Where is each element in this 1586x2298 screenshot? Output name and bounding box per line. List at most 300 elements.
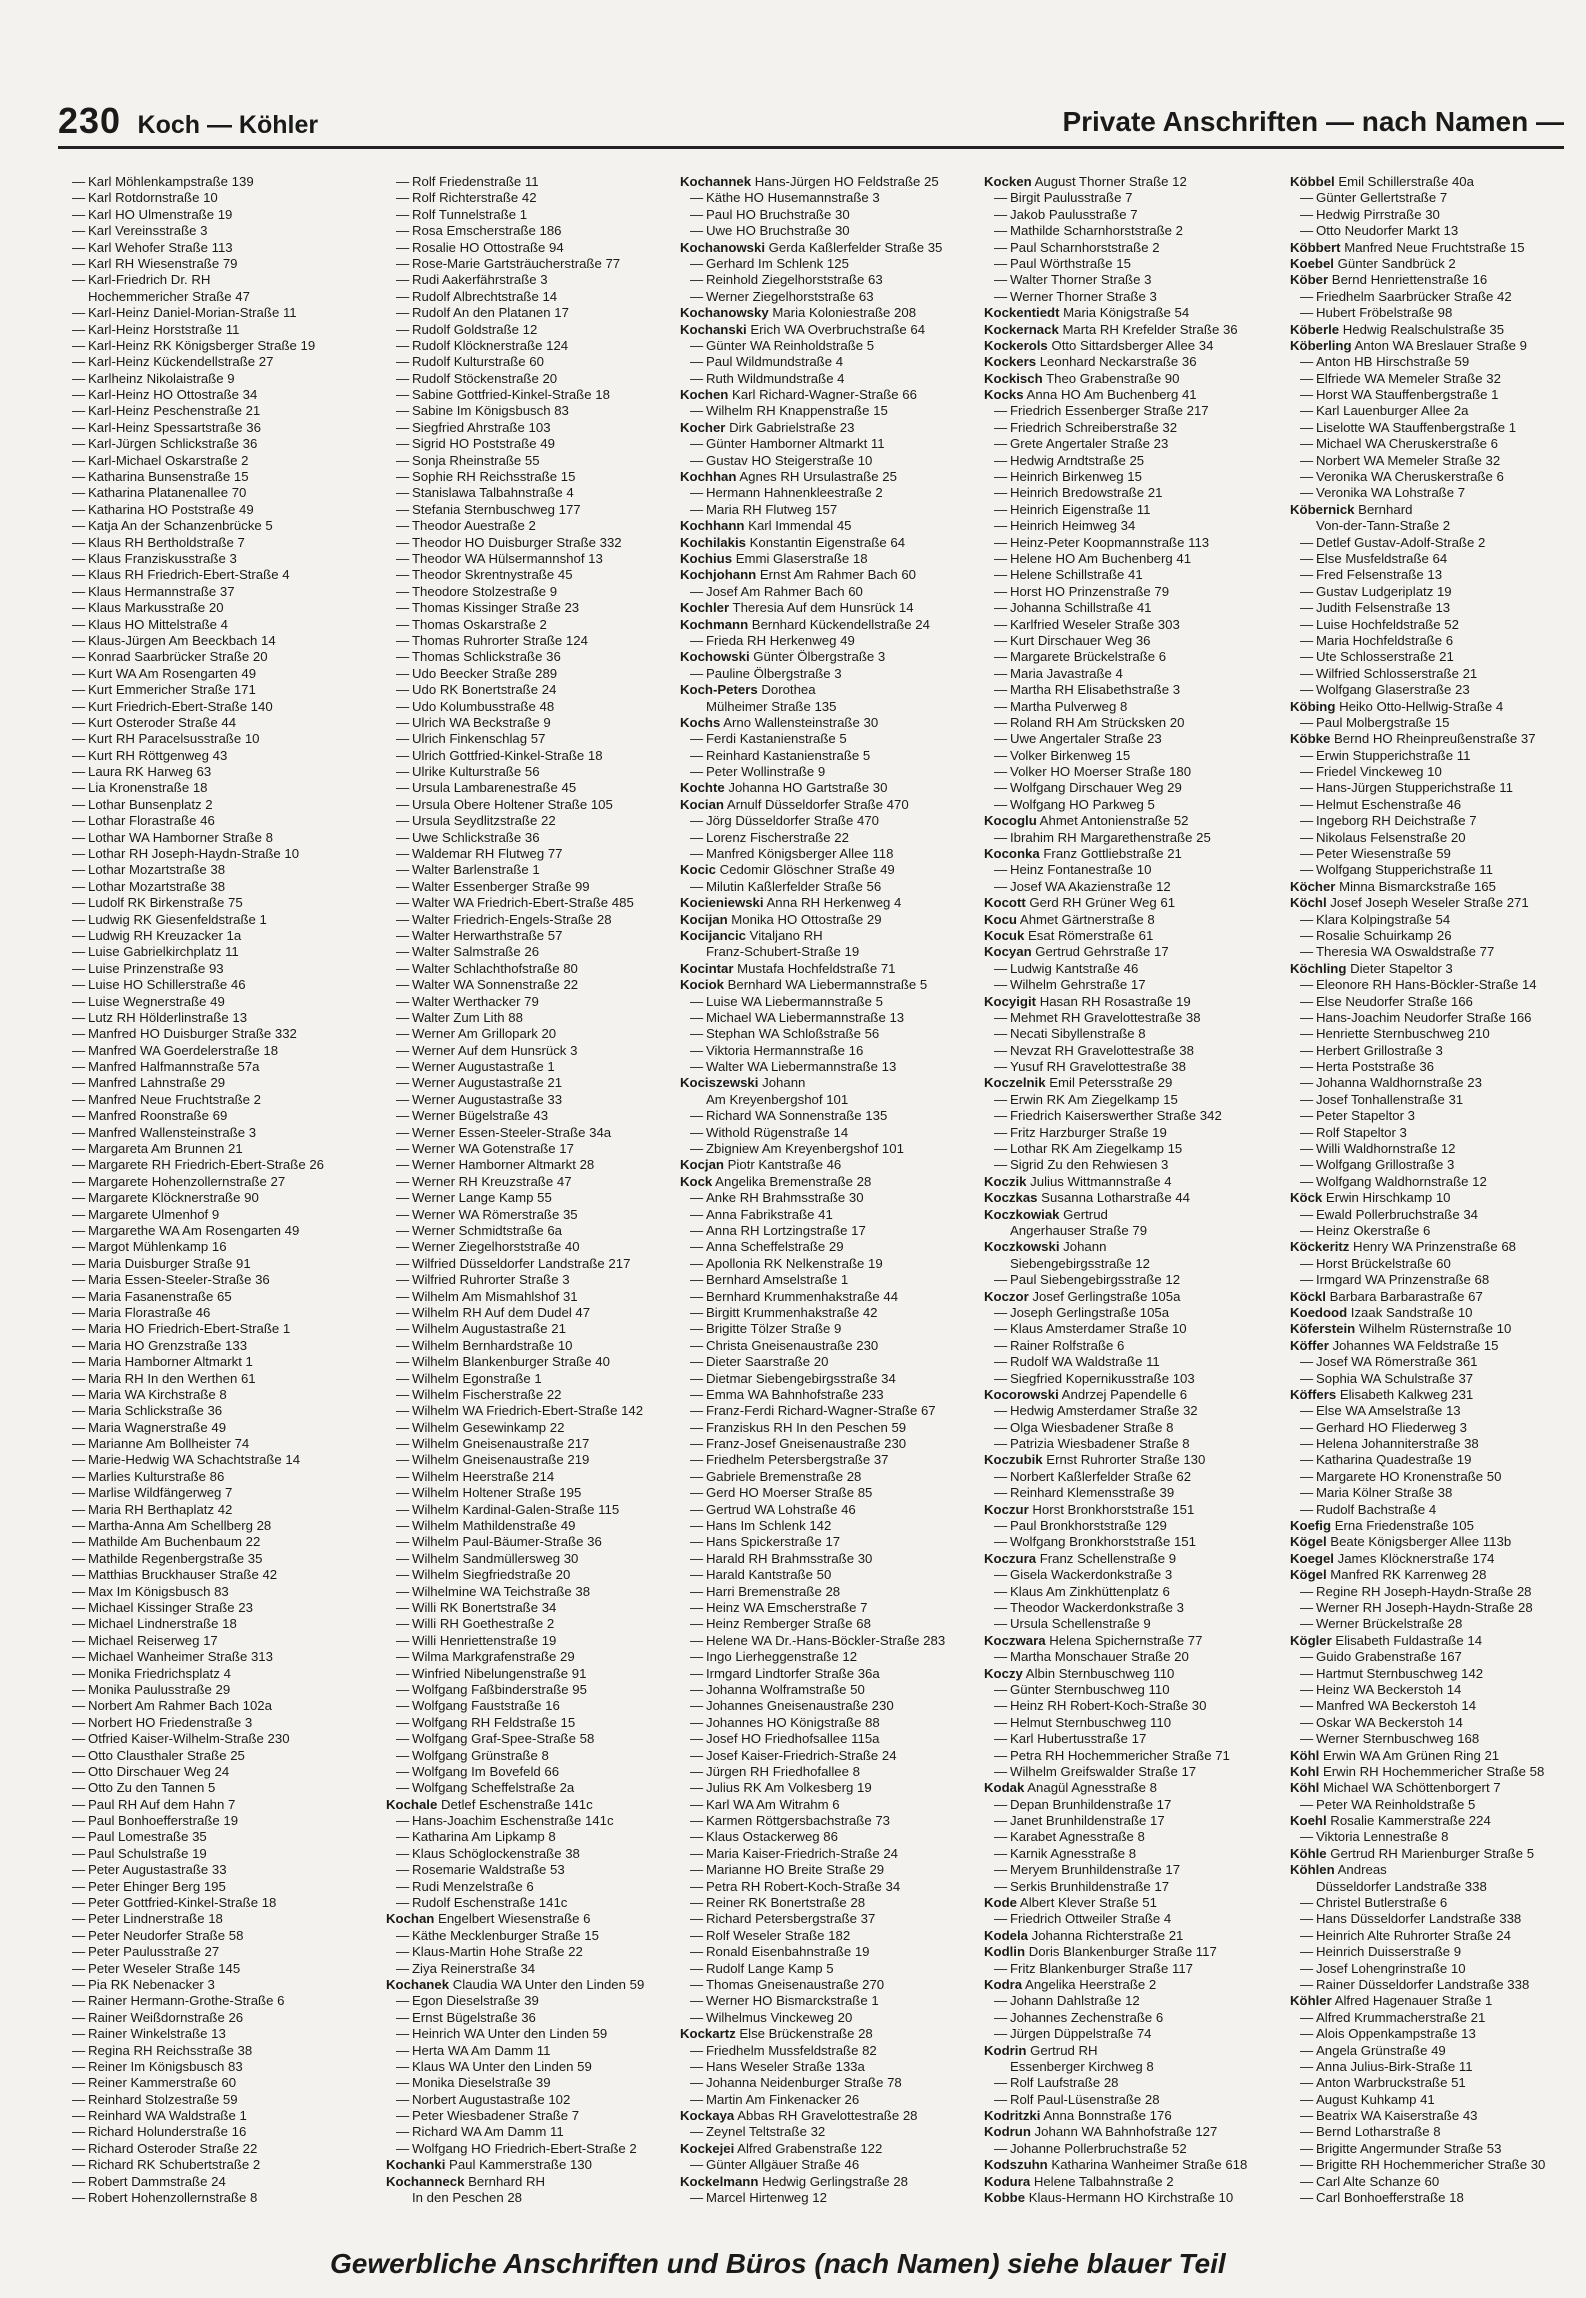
directory-entry: — Klaus Franziskusstraße 3 [72, 550, 237, 566]
directory-entry: — Heinz RH Robert-Koch-Straße 30 [994, 1698, 1207, 1714]
directory-entry: — Judith Felsenstraße 13 [1300, 600, 1451, 616]
directory-entry: — Norbert Augustastraße 102 [396, 2091, 571, 2107]
directory-entry: — Manfred HO Duisburger Straße 332 [72, 1026, 297, 1042]
directory-entry: — Paul Bonhoefferstraße 19 [72, 1813, 239, 1829]
directory-entry: — Ewald Pollerbruchstraße 34 [1300, 1206, 1478, 1222]
directory-entry: — Peter Gottfried-Kinkel-Straße 18 [72, 1895, 277, 1911]
directory-entry: Kochanki Paul Kammerstraße 130 [386, 2157, 592, 2173]
directory-entry: Kodrin Gertrud RH [984, 2042, 1098, 2058]
directory-entry: — Herbert Grillostraße 3 [1300, 1042, 1443, 1058]
directory-entry: — Martin Am Finkenacker 26 [690, 2091, 860, 2107]
directory-entry: Kocic Cedomir Glöschner Straße 49 [680, 862, 895, 878]
directory-entry: Kochan Engelbert Wiesenstraße 6 [386, 1911, 591, 1927]
directory-entry: — Ursula Lambarenestraße 45 [396, 780, 577, 796]
directory-entry: — Reinhard WA Waldstraße 1 [72, 2108, 247, 2124]
directory-entry: Köbbert Manfred Neue Fruchtstraße 15 [1290, 239, 1525, 255]
directory-entry: — Wilhelmine WA Teichstraße 38 [396, 1583, 591, 1599]
directory-entry: — Wilhelm RH Auf dem Dudel 47 [396, 1304, 591, 1320]
directory-entry: — Wilhelm Greifswalder Straße 17 [994, 1763, 1197, 1779]
directory-entry: — Hedwig Pirrstraße 30 [1300, 206, 1440, 222]
directory-entry: — Reiner Kammerstraße 60 [72, 2075, 237, 2091]
directory-entry: — Thomas Gneisenaustraße 270 [690, 1976, 885, 1992]
directory-entry: Koczura Franz Schellenstraße 9 [984, 1550, 1177, 1566]
page-number: 230 [58, 100, 122, 141]
directory-entry: — Else WA Amselstraße 13 [1300, 1403, 1461, 1419]
directory-entry: — Johannes HO Königstraße 88 [690, 1714, 880, 1730]
directory-entry: Köchling Dieter Stapeltor 3 [1290, 960, 1453, 976]
directory-entry: — Udo Kolumbusstraße 48 [396, 698, 555, 714]
directory-entry: — Klaus-Martin Hohe Straße 22 [396, 1944, 583, 1960]
directory-entry: — Wolfgang HO Parkweg 5 [994, 796, 1155, 812]
directory-entry: — Manfred Neue Fruchtstraße 2 [72, 1091, 261, 1107]
directory-entry: — Udo RK Bonertstraße 24 [396, 682, 557, 698]
directory-entry: Köffer Johannes WA Feldstraße 15 [1290, 1337, 1499, 1353]
directory-entry: — Klaus WA Unter den Linden 59 [396, 2058, 592, 2074]
directory-entry: Kockerols Otto Sittardsberger Allee 34 [984, 337, 1214, 353]
directory-entry: — Klaus HO Mittelstraße 4 [72, 616, 228, 632]
directory-entry: — Klara Kolpingstraße 54 [1300, 911, 1451, 927]
footer-note: Gewerbliche Anschriften und Büros (nach Namen) siehe blauer Teil [330, 2248, 1226, 2279]
directory-entry: — Helmut Eschenstraße 46 [1300, 796, 1462, 812]
directory-entry: — Manfred WA Goerdelerstraße 18 [72, 1042, 279, 1058]
directory-entry: Kochler Theresia Auf dem Hunsrück 14 [680, 600, 914, 616]
directory-entry: Kochowski Günter Ölbergstraße 3 [680, 649, 886, 665]
directory-entry: — Bernhard Krummenhakstraße 44 [690, 1288, 899, 1304]
directory-entry: — Gerhard HO Fliederweg 3 [1300, 1419, 1467, 1435]
directory-entry: — Else Musfeldstraße 64 [1300, 550, 1448, 566]
directory-entry: — Marianne Am Bollheister 74 [72, 1436, 250, 1452]
directory-entry: — Willi RH Goethestraße 2 [396, 1616, 555, 1632]
directory-entry: Kodak Anagül Agnesstraße 8 [984, 1780, 1158, 1796]
directory-entry: — Thomas Kissinger Straße 23 [396, 600, 580, 616]
directory-entry: — Peter Weseler Straße 145 [72, 1960, 241, 1976]
directory-entry: — Klaus RH Bertholdstraße 7 [72, 534, 245, 550]
directory-entry: Kockejei Alfred Grabenstraße 122 [680, 2140, 883, 2156]
directory-entry: — Heinrich WA Unter den Linden 59 [396, 2026, 608, 2042]
directory-entry: — Bernhard Amselstraße 1 [690, 1272, 849, 1288]
directory-entry: — Theodor HO Duisburger Straße 332 [396, 534, 622, 550]
directory-entry: — Horst HO Prinzenstraße 79 [994, 583, 1170, 599]
directory-entry: — Karl-Heinz HO Ottostraße 34 [72, 387, 258, 403]
directory-entry: — Julius RK Am Volkesberg 19 [690, 1780, 872, 1796]
directory-entry: — Wolfgang Grillostraße 3 [1300, 1157, 1455, 1173]
directory-entry: — Margarete RH Friedrich-Ebert-Straße 26 [72, 1157, 324, 1173]
directory-entry: — Maria Florastraße 46 [72, 1304, 211, 1320]
directory-entry: — Anton HB Hirschstraße 59 [1300, 354, 1470, 370]
directory-entry: — Wolfgang Im Bovefeld 66 [396, 1763, 560, 1779]
directory-entry: — Norbert Am Rahmer Bach 102a [72, 1698, 272, 1714]
directory-entry: — Katharina HO Poststraße 49 [72, 501, 254, 517]
directory-entry: — Heinz WA Emscherstraße 7 [690, 1599, 868, 1615]
directory-entry: — Walter Schlachthofstraße 80 [396, 960, 578, 976]
directory-entry: Köbbel Emil Schillerstraße 40a [1290, 174, 1474, 189]
directory-entry: — Karl-Heinz Daniel-Morian-Straße 11 [72, 305, 297, 321]
directory-entry: — Frieda RH Herkenweg 49 [690, 632, 855, 648]
directory-entry: — Gustav Ludgeriplatz 19 [1300, 583, 1452, 599]
directory-entry: — Wilhelm Egonstraße 1 [396, 1370, 542, 1386]
directory-entry: — Peter WA Reinholdstraße 5 [1300, 1796, 1476, 1812]
directory-entry: — Heinz Fontanestraße 10 [994, 862, 1152, 878]
directory-column-4 [984, 174, 1276, 2206]
directory-entry: — Manfred Roonstraße 69 [72, 1108, 228, 1124]
directory-entry: — Irmgard Lindtorfer Straße 36a [690, 1665, 880, 1681]
directory-entry: — Ulrich WA Beckstraße 9 [396, 714, 551, 730]
directory-entry: Kockentiedt Maria Königstraße 54 [984, 305, 1190, 321]
directory-entry: — Richard RK Schubertstraße 2 [72, 2157, 261, 2173]
directory-entry: — Paul HO Bruchstraße 30 [690, 206, 850, 222]
directory-entry: — Wilhelm Kardinal-Galen-Straße 115 [396, 1501, 620, 1517]
directory-entry: — Maria Kölner Straße 38 [1300, 1485, 1453, 1501]
directory-entry: — Detlef Gustav-Adolf-Straße 2 [1300, 534, 1486, 550]
directory-entry: — Monika Dieselstraße 39 [396, 2075, 551, 2091]
directory-entry: Kochanowski Gerda Kaßlerfelder Straße 35 [680, 239, 943, 255]
directory-entry: — Ingeborg RH Deichstraße 7 [1300, 813, 1477, 829]
directory-entry: — Lothar Mozartstraße 38 [72, 878, 226, 894]
directory-entry: — Werner Lange Kamp 55 [396, 1190, 552, 1206]
directory-entry: — Marie-Hedwig WA Schachtstraße 14 [72, 1452, 301, 1468]
directory-entry: — Wolfgang Graf-Spee-Straße 58 [396, 1731, 595, 1747]
directory-entry: — Walter Salmstraße 26 [396, 944, 540, 960]
directory-entry: — Karl Möhlenkampstraße 139 [72, 174, 254, 189]
directory-entry: Köbke Bernd HO Rheinpreußenstraße 37 [1290, 731, 1536, 747]
directory-entry: — Heinz Remberger Straße 68 [690, 1616, 871, 1632]
directory-entry: Kochen Karl Richard-Wagner-Straße 66 [680, 387, 917, 403]
directory-entry: — Hermann Hahnenkleestraße 2 [690, 485, 883, 501]
directory-entry: — Rainer Weißdornstraße 26 [72, 2009, 244, 2025]
directory-entry: — Luise WA Liebermannstraße 5 [690, 993, 883, 1009]
directory-entry: — Carl Bonhoefferstraße 18 [1300, 2190, 1464, 2206]
directory-entry: — Walter Essenberger Straße 99 [396, 878, 590, 894]
directory-entry: — Heinrich Duisserstraße 9 [1300, 1944, 1462, 1960]
directory-entry: — Rosemarie Waldstraße 53 [396, 1862, 565, 1878]
directory-entry: — Patrizia Wiesbadener Straße 8 [994, 1436, 1190, 1452]
directory-entry: — Karl Lauenburger Allee 2a [1300, 403, 1469, 419]
directory-entry: — Fred Felsenstraße 13 [1300, 567, 1443, 583]
directory-entry: Koebel Günter Sandbrück 2 [1290, 255, 1456, 271]
directory-entry: — Karl WA Am Witrahm 6 [690, 1796, 840, 1812]
directory-entry: — Theodor Auestraße 2 [396, 518, 536, 534]
directory-entry: — Ludolf RK Birkenstraße 75 [72, 895, 243, 911]
directory-entry: — Manfred Halfmannstraße 57a [72, 1059, 260, 1075]
directory-entry: Koegel James Klöcknerstraße 174 [1290, 1550, 1495, 1566]
directory-entry: — Luise Wegnerstraße 49 [72, 993, 225, 1009]
directory-entry: — Johannes Gneisenaustraße 230 [690, 1698, 894, 1714]
directory-entry: Koczelnik Emil Petersstraße 29 [984, 1075, 1173, 1091]
directory-entry: — Gerhard Im Schlenk 125 [690, 255, 849, 271]
directory-entry: Kochte Johanna HO Gartstraße 30 [680, 780, 888, 796]
directory-entry: — Gerd HO Moerser Straße 85 [690, 1485, 873, 1501]
directory-entry: Köffers Elisabeth Kalkweg 231 [1290, 1386, 1474, 1402]
directory-entry: — Johanna Neidenburger Straße 78 [690, 2075, 902, 2091]
directory-entry: — Maria Hochfeldstraße 6 [1300, 632, 1454, 648]
directory-entry: Koehl Rosalie Kammerstraße 224 [1290, 1813, 1491, 1829]
directory-entry: — Klaus Schöglockenstraße 38 [396, 1845, 580, 1861]
directory-entry: — Anna RH Lortzingstraße 17 [690, 1223, 866, 1238]
directory-entry: — Theodor Wackerdonkstraße 3 [994, 1599, 1184, 1615]
directory-entry: — Franziskus RH In den Peschen 59 [690, 1419, 907, 1435]
directory-entry: Köber Bernd Henriettenstraße 16 [1290, 272, 1488, 288]
directory-entry: — Gertrud WA Lohstraße 46 [690, 1501, 856, 1517]
directory-entry: — Gisela Wackerdonkstraße 3 [994, 1567, 1173, 1583]
directory-entry: — Hans Spickerstraße 17 [690, 1534, 841, 1550]
directory-entry: — Anke RH Brahmsstraße 30 [690, 1190, 864, 1206]
directory-entry: — Peter Augustastraße 33 [72, 1862, 227, 1878]
directory-entry: — Rainer Rolfstraße 6 [994, 1337, 1125, 1353]
directory-entry: — Ludwig RH Kreuzacker 1a [72, 927, 242, 943]
directory-entry: Koedood Izaak Sandstraße 10 [1290, 1304, 1473, 1320]
directory-entry: — Sonja Rheinstraße 55 [396, 452, 540, 468]
directory-entry: — Luise HO Schillerstraße 46 [72, 977, 246, 993]
directory-entry: — Rainer Hermann-Grothe-Straße 6 [72, 1993, 285, 2009]
directory-entry: — Thomas Schlickstraße 36 [396, 649, 561, 665]
directory-entry: Koczkowiak Gertrud [984, 1206, 1108, 1222]
directory-entry: — Günter Gellertstraße 7 [1300, 190, 1448, 206]
directory-entry: — Maria Kaiser-Friedrich-Straße 24 [690, 1845, 899, 1861]
directory-entry: — Rudolf Klöcknerstraße 124 [396, 337, 569, 353]
directory-entry: — Maria Hamborner Altmarkt 1 [72, 1354, 253, 1370]
directory-entry: Koczur Horst Bronkhorststraße 151 [984, 1501, 1195, 1517]
directory-entry: Koczwara Helena Spichernstraße 77 [984, 1632, 1203, 1648]
directory-entry: — Nevzat RH Gravelottestraße 38 [994, 1042, 1194, 1058]
directory-entry: — Wilhelm Sandmüllersweg 30 [396, 1550, 579, 1566]
directory-entry: Kochilakis Konstantin Eigenstraße 64 [680, 534, 906, 550]
directory-entry: Köckl Barbara Barbarastraße 67 [1290, 1288, 1483, 1304]
directory-entry: — Marianne HO Breite Straße 29 [690, 1862, 885, 1878]
directory-entry: — Maria Schlickstraße 36 [72, 1403, 223, 1419]
directory-entry: Köbing Heiko Otto-Hellwig-Straße 4 [1290, 698, 1504, 714]
directory-entry: Essenberger Kirchweg 8 [1010, 2058, 1154, 2074]
directory-entry: — Margarete Hohenzollernstraße 27 [72, 1173, 286, 1189]
directory-entry: — Withold Rügenstraße 14 [690, 1124, 849, 1140]
directory-entry: — Otfried Kaiser-Wilhelm-Straße 230 [72, 1731, 290, 1747]
directory-entry: — Reiner RK Bonertstraße 28 [690, 1895, 866, 1911]
directory-entry: — Wolfgang Faßbinderstraße 95 [396, 1681, 587, 1697]
directory-entry: — Sigrid Zu den Rehwiesen 3 [994, 1157, 1169, 1173]
directory-entry: Kodritzki Anna Bonnstraße 176 [984, 2108, 1172, 2124]
directory-entry: — Siegfried Kopernikusstraße 103 [994, 1370, 1195, 1386]
directory-entry: — Rose-Marie Gartsträucherstraße 77 [396, 255, 621, 271]
directory-entry: — Viktoria Hermannstraße 16 [690, 1042, 864, 1058]
directory-entry: — Siegfried Ahrstraße 103 [396, 419, 551, 435]
directory-entry: Köhl Erwin WA Am Grünen Ring 21 [1290, 1747, 1500, 1763]
directory-entry: — Karlheinz Nikolaistraße 9 [72, 370, 235, 386]
page-header-left [58, 100, 318, 142]
directory-entry: — Oskar WA Beckerstoh 14 [1300, 1714, 1463, 1730]
directory-entry: — Harri Bremenstraße 28 [690, 1583, 841, 1599]
directory-entry: — Friedrich Ottweiler Straße 4 [994, 1911, 1172, 1927]
directory-entry: — Anna Scheffelstraße 29 [690, 1239, 844, 1255]
directory-entry: — Herta WA Am Damm 11 [396, 2042, 551, 2058]
directory-entry: — Reinhold Ziegelhorststraße 63 [690, 272, 883, 288]
directory-entry: — Roland RH Am Strücksken 20 [994, 714, 1185, 730]
directory-entry: Kochs Arno Wallensteinstraße 30 [680, 714, 879, 730]
directory-entry: — Jürgen RH Friedhofallee 8 [690, 1763, 860, 1779]
directory-entry: — Kurt RH Röttgenweg 43 [72, 747, 228, 763]
directory-entry: — Lothar Florastraße 46 [72, 813, 215, 829]
directory-entry: — Friedel Vinckeweg 10 [1300, 764, 1442, 780]
directory-entry: — Beatrix WA Kaiserstraße 43 [1300, 2108, 1478, 2124]
directory-entry: Köferstein Wilhelm Rüsternstraße 10 [1290, 1321, 1512, 1337]
directory-entry: — Hedwig Amsterdamer Straße 32 [994, 1403, 1198, 1419]
directory-entry: — Heinrich Alte Ruhrorter Straße 24 [1300, 1927, 1511, 1943]
directory-entry: — Rolf Laufstraße 28 [994, 2075, 1119, 2091]
directory-entry: Am Kreyenbergshof 101 [706, 1091, 849, 1107]
directory-entry: — Monika Friedrichsplatz 4 [72, 1665, 231, 1681]
directory-entry: Kocott Gerd RH Grüner Weg 61 [984, 895, 1176, 911]
directory-entry: — Zeynel Teltstraße 32 [690, 2124, 826, 2140]
directory-entry: — Paul Bronkhorststraße 129 [994, 1518, 1167, 1534]
directory-entry: — Elfriede WA Memeler Straße 32 [1300, 370, 1501, 386]
directory-entry: — Regina RH Reichsstraße 38 [72, 2042, 253, 2058]
directory-entry: — Paul Scharnhorststraße 2 [994, 239, 1160, 255]
directory-entry: — Willi RK Bonertstraße 34 [396, 1599, 557, 1615]
directory-entry: — Werner Ziegelhorststraße 40 [396, 1239, 580, 1255]
directory-entry: — Yusuf RH Gravelottestraße 38 [994, 1059, 1186, 1075]
directory-entry: — Michael Wanheimer Straße 313 [72, 1649, 273, 1665]
directory-entry: — Luise Gabrielkirchplatz 11 [72, 944, 239, 960]
directory-entry: Siebengebirgsstraße 12 [1010, 1255, 1151, 1271]
directory-entry: — Paul Molbergstraße 15 [1300, 714, 1450, 730]
directory-entry: — Horst Brückelstraße 60 [1300, 1255, 1451, 1271]
directory-entry: Kockelmann Hedwig Gerlingstraße 28 [680, 2173, 908, 2189]
directory-entry: — Wolfgang Fauststraße 16 [396, 1698, 560, 1714]
directory-entry: — Viktoria Lennestraße 8 [1300, 1829, 1449, 1845]
directory-entry: Kohl Erwin RH Hochemmericher Straße 58 [1290, 1763, 1545, 1779]
directory-entry: — Wolfgang RH Feldstraße 15 [396, 1714, 576, 1730]
directory-entry: — Rolf Tunnelstraße 1 [396, 206, 528, 222]
directory-entry: — Käthe HO Husemannstraße 3 [690, 190, 880, 206]
directory-entry: — Walter Friedrich-Engels-Straße 28 [396, 911, 612, 927]
directory-entry: — Karl Rotdornstraße 10 [72, 190, 218, 206]
directory-entry: Kögel Beate Königsberger Allee 113b [1290, 1534, 1512, 1550]
directory-entry: — Johannes Zechenstraße 6 [994, 2009, 1164, 2025]
directory-entry: — Ingo Lierheggenstraße 12 [690, 1649, 858, 1665]
directory-entry: — Horst WA Stauffenbergstraße 1 [1300, 387, 1499, 403]
directory-entry: — Wolfgang Stupperichstraße 11 [1300, 862, 1493, 878]
directory-entry: — Werner Augustastraße 33 [396, 1091, 563, 1107]
directory-entry: — Robert Hohenzollernstraße 8 [72, 2190, 258, 2206]
directory-entry: — Depan Brunhildenstraße 17 [994, 1796, 1172, 1812]
directory-entry: — Otto Clausthaler Straße 25 [72, 1747, 245, 1763]
directory-entry: — Ludwig Kantstraße 46 [994, 960, 1139, 976]
directory-entry: — Wolfgang Glaserstraße 23 [1300, 682, 1470, 698]
directory-entry: Kocyan Gertrud Gehrstraße 17 [984, 944, 1169, 960]
directory-entry: — Josef WA Römerstraße 361 [1300, 1354, 1478, 1370]
directory-entry: — Friedhelm Mussfeldstraße 82 [690, 2042, 877, 2058]
directory-entry: — Norbert HO Friedenstraße 3 [72, 1714, 253, 1730]
directory-entry: Kocoglu Ahmet Antonienstraße 52 [984, 813, 1189, 829]
directory-entry: — Dieter Saarstraße 20 [690, 1354, 829, 1370]
directory-entry: — Karl-Friedrich Dr. RH [72, 272, 211, 288]
directory-entry: Koch-Peters Dorothea [680, 682, 816, 698]
directory-entry: Kochannek Hans-Jürgen HO Feldstraße 25 [680, 174, 939, 189]
directory-entry: — Alfred Krummacherstraße 21 [1300, 2009, 1486, 2025]
directory-entry: — Jakob Paulusstraße 7 [994, 206, 1138, 222]
directory-entry: — Günter WA Reinholdstraße 5 [690, 337, 875, 353]
directory-entry: — Stefania Sternbuschweg 177 [396, 501, 581, 517]
directory-entry: Düsseldorfer Landstraße 338 [1316, 1878, 1487, 1894]
directory-entry: — Wilhelm Gehrstraße 17 [994, 977, 1146, 993]
directory-entry: — Bernd Lotharstraße 8 [1300, 2124, 1441, 2140]
directory-entry: — Margarete Ulmenhof 9 [72, 1206, 220, 1222]
directory-entry: — Hans Düsseldorfer Landstraße 338 [1300, 1911, 1522, 1927]
directory-entry: — Udo Beecker Straße 289 [396, 665, 558, 681]
directory-entry: — Wilhelm Heerstraße 214 [396, 1468, 555, 1484]
directory-entry: — Marlise Wildfängerweg 7 [72, 1485, 233, 1501]
directory-entry: — Käthe Mecklenburger Straße 15 [396, 1927, 599, 1943]
directory-entry: Kocijancic Vitaljano RH [680, 927, 823, 943]
directory-entry: Kocu Ahmet Gärtnerstraße 8 [984, 911, 1155, 927]
directory-entry: — Rudi Menzelstraße 6 [396, 1878, 534, 1894]
directory-entry: — Franz-Ferdi Richard-Wagner-Straße 67 [690, 1403, 936, 1419]
directory-entry: — Katharina Platanenallee 70 [72, 485, 247, 501]
directory-entry: — Richard WA Am Damm 11 [396, 2124, 564, 2140]
directory-entry: — Willi Henriettenstraße 19 [396, 1632, 557, 1648]
directory-entry: — Wilhelmus Vinckeweg 20 [690, 2009, 853, 2025]
directory-entry: — Eleonore RH Hans-Böckler-Straße 14 [1300, 977, 1537, 993]
directory-entry: — Thomas Ruhrorter Straße 124 [396, 632, 588, 648]
directory-entry: — Max Im Königsbusch 83 [72, 1583, 229, 1599]
directory-entry: — Egon Dieselstraße 39 [396, 1993, 539, 2009]
directory-entry: — Walter WA Liebermannstraße 13 [690, 1059, 897, 1075]
directory-entry: — Kurt Friedrich-Ebert-Straße 140 [72, 698, 273, 714]
directory-entry: — Peter Paulusstraße 27 [72, 1944, 220, 1960]
directory-entry: — Johanna Schillstraße 41 [994, 600, 1152, 616]
directory-entry: — Johanna Waldhornstraße 23 [1300, 1075, 1482, 1091]
directory-entry: — Kurt Osteroder Straße 44 [72, 714, 237, 730]
directory-entry: — Laura RK Harweg 63 [72, 764, 212, 780]
directory-entry: — Katharina Bunsenstraße 15 [72, 469, 249, 485]
directory-entry: — Fritz Blankenburger Straße 117 [994, 1960, 1194, 1976]
directory-entry: — Matthias Bruckhauser Straße 42 [72, 1567, 278, 1583]
directory-entry: Kochanowsky Maria Koloniestraße 208 [680, 305, 917, 321]
directory-entry: — Theresia WA Oswaldstraße 77 [1300, 944, 1495, 960]
directory-entry: — Wilhelm Augustastraße 21 [396, 1321, 566, 1337]
directory-entry: — Josef WA Akazienstraße 12 [994, 878, 1171, 894]
directory-entry: — Joseph Gerlingstraße 105a [994, 1304, 1170, 1320]
directory-entry: — Josef HO Friedhofsallee 115a [690, 1731, 880, 1747]
directory-entry: — Wilma Markgrafenstraße 29 [396, 1649, 575, 1665]
directory-entry: — Karl HO Ulmenstraße 19 [72, 206, 233, 222]
directory-entry: — Michael WA Liebermannstraße 13 [690, 1009, 905, 1025]
directory-entry: — Rosa Emscherstraße 186 [396, 223, 562, 239]
directory-entry: — Wilfried Ruhrorter Straße 3 [396, 1272, 570, 1288]
directory-entry: — Karl-Heinz Peschenstraße 21 [72, 403, 261, 419]
directory-entry: — Monika Paulusstraße 29 [72, 1681, 231, 1697]
directory-entry: — Klaus Markusstraße 20 [72, 600, 224, 616]
directory-entry: — Herta Poststraße 36 [1300, 1059, 1435, 1075]
section-title: Private Anschriften — nach Namen — [1062, 106, 1564, 137]
directory-entry: — Werner HO Bismarckstraße 1 [690, 1993, 879, 2009]
directory-entry: — Karl-Heinz RK Königsberger Straße 19 [72, 337, 316, 353]
header-rule [58, 146, 1564, 149]
directory-entry: — Anna Fabrikstraße 41 [690, 1206, 833, 1222]
directory-entry: — Petra RH Robert-Koch-Straße 34 [690, 1878, 901, 1894]
directory-entry: — Lothar WA Hamborner Straße 8 [72, 829, 273, 845]
directory-entry: — Grete Angertaler Straße 23 [994, 436, 1169, 452]
directory-entry: — Werner Essen-Steeler-Straße 34a [396, 1124, 612, 1140]
directory-entry: — Johanna Wolframstraße 50 [690, 1681, 865, 1697]
directory-entry: — Friedhelm Saarbrücker Straße 42 [1300, 288, 1512, 304]
directory-entry: — Rosalie Schuirkamp 26 [1300, 927, 1452, 943]
directory-entry: — Rudolf Lange Kamp 5 [690, 1960, 834, 1976]
directory-entry: — Karlfried Weseler Straße 303 [994, 616, 1180, 632]
directory-entry: Kocijan Monika HO Ottostraße 29 [680, 911, 882, 927]
directory-entry: — Martha RH Elisabethstraße 3 [994, 682, 1181, 698]
directory-entry: — Friedrich Kaiserswerther Straße 342 [994, 1108, 1222, 1124]
directory-entry: — Josef Am Rahmer Bach 60 [690, 583, 863, 599]
directory-entry: — Heinrich Heimweg 34 [994, 518, 1136, 534]
